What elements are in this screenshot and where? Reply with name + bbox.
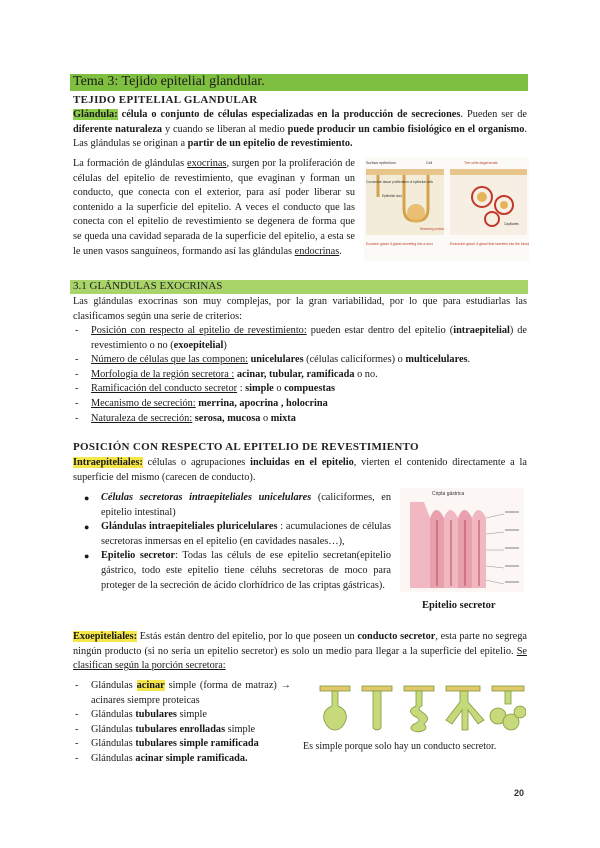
intra-bullet-list [83, 491, 391, 593]
exoepiteliales-paragraph: Exoepiteliales: Estás están dentro del epitelio, por lo que poseen un conducto secretor, esta parte no segrega ningún producto (si no sería un epitelio secretor) es solo un medio para llegar a la superficie del epitelio. Se clasifican según la porción secretora: [73, 631, 528, 672]
svg-text:Secretory portion: Secretory portion [420, 227, 445, 231]
list-item: - Número de células que las componen: unicelulares (células caliciformes) o multicelulares. [73, 353, 527, 368]
list-item: - Morfología de la región secretora : acinar, tubular, ramificada o no. [73, 368, 527, 383]
list-item: - Posición con respecto al epitelio de revestimiento: pueden estar dentro del epitelio (intraepitelial) de revestimiento o no (exoepitelial) [73, 324, 527, 353]
svg-text:Surface epithelium: Surface epithelium [366, 161, 396, 165]
svg-text:Epithelial duct: Epithelial duct [382, 194, 402, 198]
svg-text:Capillaries: Capillaries [504, 222, 519, 226]
glandula-definition: Glándula: célula o conjunto de células especializadas en la producción de secreciones. Pueden ser de diferente naturaleza y cuando se liberan al medio puede producir un cambio fisiológico en el organismo. Las glándulas se originan a partir de un epitelio de revestimiento. [73, 109, 527, 150]
list-item: ● Epitelio secretor: Todas las céluls de ese epitelio secretan(epitelio gástrico, todo este epitelio tiene céluhs secretoras de moco para proteger de la secreción de ácido clorhídrico de las criptas gástricas). [83, 549, 391, 593]
glandula-label: Glándula: [73, 109, 118, 120]
svg-text:The cells degenerate: The cells degenerate [464, 161, 498, 165]
criteria-list [73, 324, 527, 426]
intraepiteliales-paragraph: Intraepiteliales: células o agrupaciones incluidas en el epitelio, vierten el contenido directamente a la superficie del mismo (carecen de conducto). [73, 457, 527, 483]
section-bar-label: 3.1 GLÁNDULAS EXOCRINAS [73, 280, 223, 292]
gland-formation-figure [364, 157, 529, 261]
gland-types-figure [318, 680, 526, 736]
svg-text:Endocrine gland: A gland that: Endocrine gland: A gland that secretes into the blood [450, 242, 529, 246]
list-item: - Glándulas tubulares simple ramificada [73, 737, 291, 752]
svg-text:Connective tissue proliferatio: Connective tissue proliferation of epithelial cells [366, 180, 433, 184]
list-item: - Glándulas tubulares simple [73, 708, 291, 723]
list-item: - Mecanismo de secreción: merrina, apocrina , holocrina [73, 397, 527, 412]
list-item: - Glándulas acinar simple (forma de matraz) → acinares siempre proteicas [73, 679, 291, 708]
svg-text:Exocrine gland: A gland secret: Exocrine gland: A gland secreting into a duct [366, 242, 433, 246]
exo-gland-list [73, 679, 291, 767]
epitelio-secretor-caption: Epitelio secretor [422, 600, 496, 611]
list-item: - Glándulas tubulares enrolladas simple [73, 723, 291, 738]
gastric-crypt-diagram [400, 488, 524, 592]
list-item: ● Glándulas intraepiteliales pluricelulares : acumulaciones de células secretoras inmersas en el epitelio (en cavidades nasales…), [83, 520, 391, 549]
exoepiteliales-label: Exoepiteliales: [73, 631, 138, 642]
list-item: - Glándulas acinar simple ramificada. [73, 752, 291, 767]
gland-formation-diagram [364, 157, 529, 261]
page-number: 20 [514, 788, 525, 798]
gland-types-diagram [318, 680, 526, 736]
list-item: - Ramificación del conducto secretor : simple o compuestas [73, 382, 527, 397]
svg-text:Cripta gástrica: Cripta gástrica [432, 491, 465, 497]
cripta-gastrica-figure [400, 488, 524, 592]
exocrinas-intro: Las glándulas exocrinas son muy complejas, por la gran variabilidad, por lo que para estudiarlas las clasificamos según una serie de criterios: [73, 296, 527, 322]
svg-text:Cell: Cell [426, 161, 433, 165]
formation-paragraph: La formación de glándulas exocrinas, surgen por la proliferación de células del epitelio de revestimiento, que evaginan y forman un conducto, que conecta con el exterior, para así poder liberar su contenido a la superficie del epitelio. A veces el conducto que las conecta con el epitelio de revestimiento se degenera de forma que se queda una cavidad separada de la superficie del epitelio, a esta se le unen vasos sanguíneos, formando así las glándulas endocrinas. [73, 158, 355, 257]
gland-types-caption: Es simple porque solo hay un conducto secretor. [303, 741, 497, 752]
page-title: Tema 3: Tejido epitelial glandular. [73, 74, 265, 89]
intraepiteliales-label: Intraepiteliales: [73, 457, 143, 468]
list-item: - Naturaleza de secreción: serosa, mucosa o mixta [73, 412, 527, 427]
section-heading-tejido: TEJIDO EPITELIAL GLANDULAR [73, 94, 258, 106]
list-item: ● Células secretoras intraepiteliales unicelulares (caliciformes, en epitelio intestinal) [83, 491, 391, 520]
section-heading-posicion: POSICIÓN CON RESPECTO AL EPITELIO DE REVESTIMIENTO [73, 441, 419, 453]
